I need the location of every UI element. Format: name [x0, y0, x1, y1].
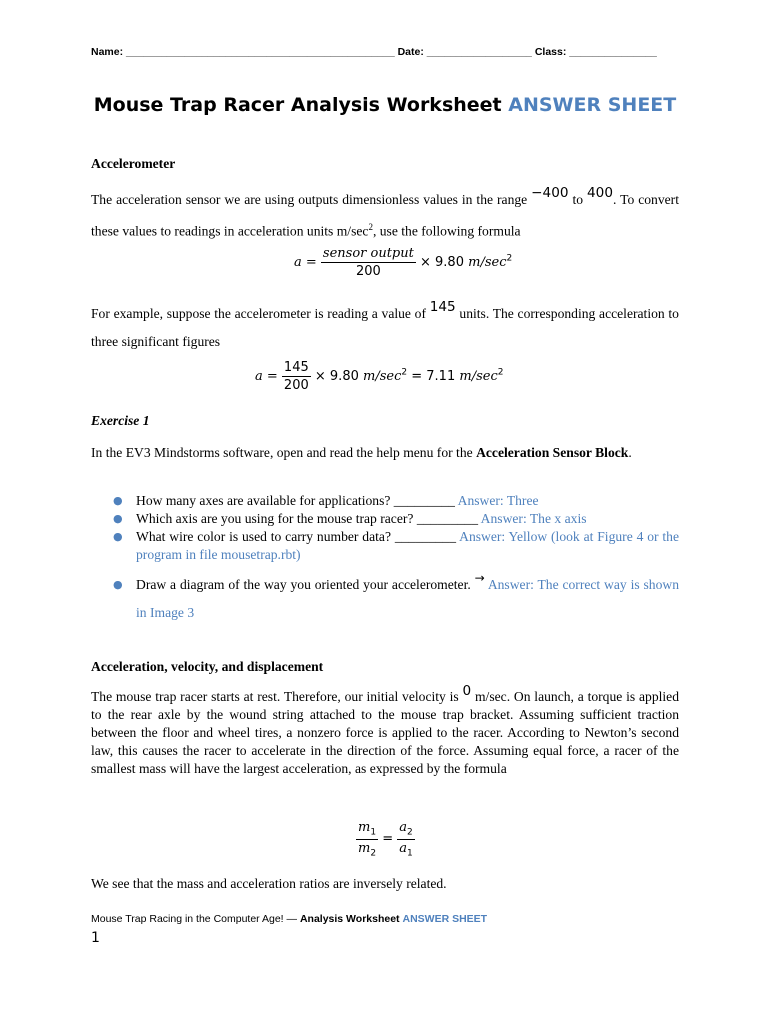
exercise-1-intro	[91, 444, 679, 462]
example-times: × 9.80	[314, 369, 359, 384]
example-exp: 2	[401, 367, 408, 378]
acceleration-fraction	[397, 820, 415, 858]
text-initial-velocity: The mouse trap racer starts at rest. Therefore, our initial velocity is	[91, 689, 459, 704]
exercise-intro-text: In the EV3 Mindstorms software, open and read the help menu for the	[91, 445, 473, 460]
text-example-intro: For example, suppose the accelerometer is reading a value of	[91, 306, 427, 321]
example-value: 145	[429, 299, 456, 315]
question-text: What wire color is used to carry number data? _________	[136, 529, 457, 544]
footer-text: Mouse Trap Racing in the Computer Age! —	[91, 913, 298, 925]
example-fraction	[282, 360, 311, 393]
answer-text: Answer: Yellow (look at Figure 4 or the program in file mousetrap.rbt)	[136, 529, 679, 562]
acceleration-formula	[294, 246, 512, 279]
equals-sign: =	[382, 831, 394, 847]
page-number: 1	[91, 930, 100, 946]
example-exp-2: 2	[497, 367, 504, 378]
page-title	[91, 92, 679, 118]
formula-numerator: sensor output	[322, 246, 414, 261]
m1-symbol: m	[358, 820, 371, 835]
student-info-header	[91, 46, 681, 58]
bullet-icon: ●	[113, 530, 123, 543]
text-formula-intro: , use the following formula	[372, 223, 521, 239]
title-main: Mouse Trap Racer Analysis Worksheet	[93, 94, 502, 116]
formula-exp: 2	[506, 253, 513, 264]
range-high-value: 400	[587, 185, 613, 201]
question-item	[91, 528, 679, 564]
example-numerator: 145	[283, 360, 309, 375]
m1-sub: 1	[370, 827, 377, 838]
exercise-1-heading: Exercise 1	[91, 413, 150, 428]
text-example-end: units. The corresponding acceleration to three significant figures	[91, 306, 679, 349]
mass-ratio-formula	[356, 820, 415, 858]
question-text: Which axis are you using for the mouse trap racer? _________	[136, 511, 479, 526]
text-newton-law: m/sec. On launch, a torque is applied to the rear axle by the wound string attached to the mouse trap bracket. Assuming sufficient traction between the floor and wheel tires, a nonzero force is applied to the racer. According to Newton’s second law, this causes the racer to accelerate in the direction of the force. Assuming equal force, a racer of the smallest mass will have the largest acceleration, as expressed by the formula	[91, 689, 679, 776]
footer-bold: Analysis Worksheet	[299, 913, 400, 925]
question-item	[91, 571, 679, 626]
question-item	[91, 510, 679, 528]
initial-velocity-value: 0	[462, 683, 472, 699]
accelerometer-paragraph-2	[91, 300, 679, 355]
name-label: Name:	[91, 46, 124, 58]
title-answer-sheet: ANSWER SHEET	[508, 94, 677, 116]
motion-paragraph-1	[91, 683, 679, 778]
example-formula	[255, 360, 503, 393]
answer-text: Answer: Three	[457, 493, 539, 508]
a2-symbol: a	[399, 820, 408, 835]
class-label: Class:	[534, 46, 567, 58]
formula-times: × 9.80	[420, 255, 464, 270]
bullet-icon: ●	[113, 494, 123, 507]
answer-text: Answer: The correct way is shown in Image 3	[136, 577, 679, 620]
formula-denominator: 200	[355, 264, 381, 279]
bullet-icon: ●	[113, 512, 123, 525]
range-low-value: −400	[531, 185, 569, 201]
accelerometer-paragraph-1	[91, 186, 679, 245]
question-text: Draw a diagram of the way you oriented your accelerometer.	[136, 577, 471, 592]
m2-symbol: m	[358, 840, 371, 856]
motion-heading: Acceleration, velocity, and displacement	[91, 659, 324, 674]
name-blank: ______________________________________________	[126, 46, 395, 58]
example-unit-2: m/sec	[459, 369, 498, 384]
example-result: = 7.11	[411, 369, 456, 384]
acceleration-sensor-block-label: Acceleration Sensor Block	[476, 445, 629, 460]
mass-fraction	[356, 820, 378, 858]
text-range-intro: The acceleration sensor we are using outputs dimensionless values in the range	[91, 192, 528, 207]
class-blank: _______________	[569, 46, 657, 58]
formula-fraction	[321, 246, 416, 279]
example-unit: m/sec	[363, 369, 402, 384]
accelerometer-heading: Accelerometer	[91, 156, 176, 171]
text-convert: . To convert these values to readings in acceleration units m/sec	[91, 192, 679, 239]
a1-symbol: a	[399, 840, 408, 856]
question-text: How many axes are available for applications? _________	[136, 493, 455, 508]
page-footer	[91, 913, 487, 925]
text-to: to	[572, 192, 584, 207]
date-blank: __________________	[426, 46, 532, 58]
superscript-2: 2	[368, 222, 373, 232]
motion-paragraph-2: We see that the mass and acceleration ratios are inversely related.	[91, 876, 447, 891]
m2-sub: 2	[370, 848, 377, 859]
arrow-icon: →	[474, 571, 485, 585]
date-label: Date:	[397, 46, 424, 58]
a2-sub: 2	[407, 827, 413, 838]
footer-answer-sheet: ANSWER SHEET	[402, 913, 488, 925]
example-denominator: 200	[283, 378, 309, 393]
answer-text: Answer: The x axis	[480, 511, 587, 526]
exercise-intro-end: .	[628, 445, 632, 460]
bullet-icon: ●	[113, 578, 123, 591]
a1-sub: 1	[407, 848, 413, 859]
question-item	[91, 492, 679, 510]
example-lhs: a =	[255, 369, 278, 384]
formula-unit: m/sec	[468, 255, 507, 270]
formula-lhs: a =	[294, 255, 317, 270]
exercise-1-questions	[91, 492, 679, 626]
